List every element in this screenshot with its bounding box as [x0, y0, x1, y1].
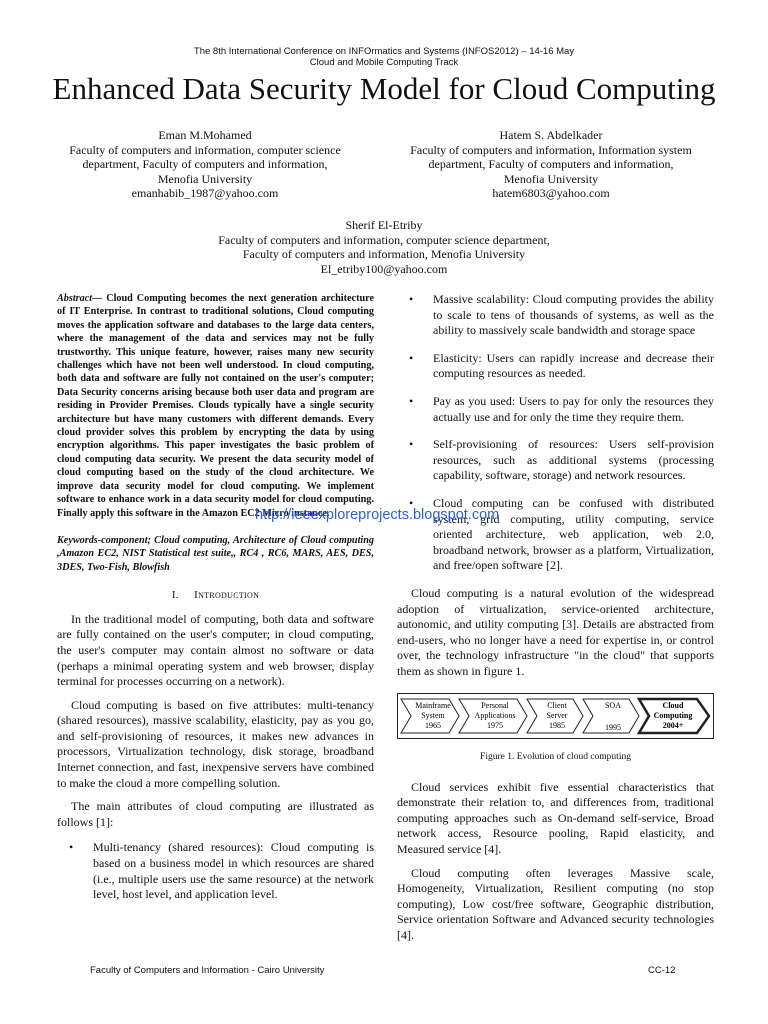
- bullet-icon: •: [409, 350, 414, 365]
- stage-label: Client: [547, 701, 567, 711]
- author-email: emanhabib_1987@yahoo.com: [131, 186, 279, 200]
- author-affiliation: department, Faculty of computers and information,: [82, 157, 328, 171]
- list-item: [397, 394, 714, 425]
- bullet-list: [57, 840, 374, 902]
- section-title: Introduction: [194, 589, 260, 602]
- paragraph: In the traditional model of computing, both data and software are fully contained on the user's computer; in cloud computing, the user's computer may contain almost no software or data (perhaps a minimal operating system and web browser, display terminal for processes occurring on a network).: [57, 611, 374, 689]
- page-number: CC-12: [648, 965, 676, 976]
- conference-line: The 8th International Conference on INFOrmatics and Systems (INFOS2012) – 14-16 May: [193, 46, 575, 57]
- stage-label: SOA: [604, 701, 622, 711]
- paragraph: Cloud computing often leverages Massive scale, Homogeneity, Virtualization, Resilient computing (no stop computing), Low cost/free software, Geographic distribution, Service orientation Software and Advanced security technologies [4].: [397, 865, 714, 942]
- author-affiliation: Faculty of computers and information, Information system: [410, 142, 692, 157]
- bullet-icon: •: [409, 495, 414, 510]
- list-item-text: Elasticity: Users can rapidly increase and decrease their computing resources as needed.: [433, 350, 714, 381]
- list-item-text: Massive scalability: Cloud computing provides the ability to scale to tens of thousands of systems, as well as the ability to massively scale bandwidth and storage space: [433, 292, 714, 338]
- stage-label: Server: [546, 711, 568, 721]
- figure-evolution: [397, 693, 714, 765]
- list-item-text: Self-provisioning of resources: Users self-provision resources, such as additional systems (processing capability, software, storage) and network resources.: [433, 437, 714, 483]
- author-name: Eman M.Mohamed: [158, 128, 252, 142]
- section-number: I.: [171, 589, 179, 602]
- list-item-text: Multi-tenancy (shared resources): Cloud computing is based on a business model in which resources are shared (i.e., multiple users use the same resource) at the network level, host level, and application level.: [93, 840, 374, 902]
- stage-label: Personal: [481, 701, 509, 711]
- author-affiliation: department, Faculty of computers and information,: [428, 157, 674, 171]
- right-column: [397, 292, 714, 952]
- author-email: hatem6803@yahoo.com: [492, 186, 610, 200]
- stage-year: 2004+: [662, 721, 684, 731]
- list-item: [397, 292, 714, 339]
- list-item: [57, 840, 374, 902]
- stage-label: System: [421, 711, 445, 721]
- paragraph: Cloud computing is a natural evolution of the widespread adoption of virtualization, service-oriented architecture, autonomic, and utility computing [3]. Details are abstracted from end-users, who no longer have a need for expertise in, or control over, the technology infrastructure "in the cloud" that supports them as shown in figure 1.: [397, 585, 714, 678]
- stage-year: 1985: [549, 721, 565, 731]
- stage-label: Applications: [474, 711, 516, 721]
- evolution-diagram: [397, 693, 714, 739]
- section-heading: [57, 588, 374, 604]
- abstract: [57, 292, 374, 520]
- list-item-text: Cloud computing can be confused with distributed system, grid computing, utility computing, service oriented architecture, web application, web 2.0, broadband network, browser as a platform, Virtualization, and free/open software [2].: [433, 495, 714, 573]
- keywords-text: Cloud computing, Architecture of Cloud computing ,Amazon EC2, NIST Statistical test suite,, RC4 , RC6, MARS, AES, DES, 3DES, Two-Fish, Blowfish: [57, 534, 374, 573]
- left-column: [57, 292, 374, 915]
- author-block-2: [386, 128, 716, 201]
- list-item-text: Pay as you used: Users to pay for only the resources they actually use and for only the time they require them.: [433, 393, 714, 424]
- author-name: Sherif El-Etriby: [345, 218, 423, 232]
- paragraph: Cloud computing is based on five attributes: multi-tenancy (shared resources), massive scalability, elasticity, pay as you go, and self-provisioning of resources, it makes new advances in processors, Virtualization technology, disk storage, broadband Internet connection, and fast, inexpensive servers have combined to make the cloud a more compelling solution.: [57, 697, 374, 790]
- conference-header: [0, 46, 768, 68]
- author-email: El_etriby100@yahoo.com: [320, 261, 448, 276]
- bullet-icon: •: [409, 292, 414, 306]
- watermark-link[interactable]: http://ieeexploreprojects.blogspot.com: [255, 507, 500, 523]
- bullet-icon: •: [409, 393, 414, 408]
- author-affiliation: Faculty of computers and information, Menofia University: [242, 247, 526, 261]
- stage-label: Cloud: [662, 701, 684, 711]
- abstract-label: Abstract—: [57, 293, 103, 304]
- author-affiliation: Faculty of computers and information, computer science: [69, 142, 341, 157]
- track-line: Cloud and Mobile Computing Track: [309, 57, 459, 68]
- author-affiliation: Menofia University: [157, 171, 253, 186]
- author-block-3: [100, 218, 668, 276]
- author-affiliation: Faculty of computers and information, computer science department,: [218, 232, 550, 247]
- list-item: [397, 437, 714, 484]
- keywords: [57, 534, 374, 574]
- paragraph: Cloud services exhibit five essential characteristics that demonstrate their relation to, and differences from, traditional computing approaches such as On-demand self-service, Broad network access, Resource pooling, Rapid elasticity, and Measured service [4].: [397, 779, 714, 857]
- keywords-label: Keywords-component;: [57, 534, 151, 546]
- figure-caption: Figure 1. Evolution of cloud computing: [480, 752, 631, 763]
- stage-year: 1965: [425, 721, 441, 731]
- author-block-1: [40, 128, 370, 201]
- bullet-icon: •: [69, 840, 74, 855]
- paper-title: Enhanced Data Security Model for Cloud Computing: [52, 71, 716, 106]
- list-item: [397, 351, 714, 382]
- stage-label: Mainframe: [415, 701, 451, 711]
- abstract-text: Cloud Computing becomes the next generation architecture of IT Enterprise. In contrast to traditional solutions, Cloud computing moves the application software and databases to the large data centers, where the management of the data and services may not be fully trustworthy. This unique feature, however, raises many new security challenges which have not been well understood. In cloud computing, both data and software are fully not contained on the user's computer; Data Security concerns arising because both user data and program are residing in Provider Premises. Clouds typically have a single security architecture but have many customers with different demands. Every cloud provider solves this problem by encrypting the data by using encryption algorithms. This paper investigates the basic problem of cloud computing data security. We present the data security model of cloud computing based on the study of the cloud architecture. We improve data security model for cloud computing. We implement software to enhance work in a data security model for cloud computing. Finally apply this software in the Amazon EC2 Micro instance.: [57, 293, 374, 519]
- author-affiliation: Menofia University: [503, 171, 599, 186]
- bullet-list: [397, 292, 714, 574]
- paragraph: The main attributes of cloud computing are illustrated as follows [1]:: [57, 799, 374, 829]
- stage-year: 1995: [605, 723, 621, 733]
- stage-label: Computing: [653, 711, 693, 721]
- stage-year: 1975: [487, 721, 503, 731]
- bullet-icon: •: [409, 437, 414, 452]
- footer-left: Faculty of Computers and Information - Cairo University: [90, 965, 325, 976]
- author-name: Hatem S. Abdelkader: [499, 128, 603, 142]
